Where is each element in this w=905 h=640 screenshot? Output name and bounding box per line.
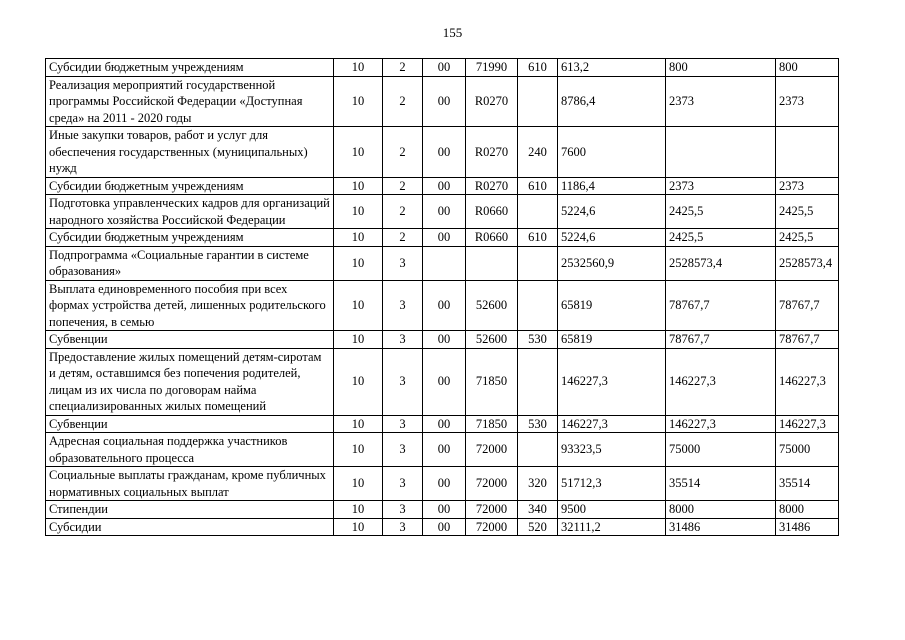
table-row: [46, 127, 839, 178]
target-article-cell: 72000: [466, 467, 518, 501]
program-cell: 00: [423, 280, 466, 331]
section-cell: 10: [334, 467, 383, 501]
amount-year2-cell: 146227,3: [666, 348, 776, 415]
amount-year3-cell: 78767,7: [776, 280, 839, 331]
subsection-cell: 3: [383, 467, 423, 501]
expense-type-cell: [518, 246, 558, 280]
row-name-cell: Социальные выплаты гражданам, кроме публичных нормативных социальных выплат: [46, 467, 334, 501]
table-row: [46, 229, 839, 247]
subsection-cell: 3: [383, 518, 423, 536]
section-cell: 10: [334, 127, 383, 178]
subsection-cell: 2: [383, 59, 423, 77]
amount-year1-cell: 1186,4: [558, 177, 666, 195]
section-cell: 10: [334, 59, 383, 77]
section-cell: 10: [334, 518, 383, 536]
row-name-cell: Стипендии: [46, 501, 334, 519]
amount-year1-cell: 5224,6: [558, 195, 666, 229]
amount-year2-cell: [666, 127, 776, 178]
table-row: [46, 501, 839, 519]
amount-year1-cell: 613,2: [558, 59, 666, 77]
amount-year2-cell: 8000: [666, 501, 776, 519]
amount-year1-cell: 7600: [558, 127, 666, 178]
subsection-cell: 3: [383, 348, 423, 415]
row-name-cell: Субвенции: [46, 331, 334, 349]
program-cell: 00: [423, 195, 466, 229]
row-name-cell: Предоставление жилых помещений детям-сиротам и детям, оставшимся без попечения родителей, лицам из их числа по договорам найма специализированных жилых помещений: [46, 348, 334, 415]
subsection-cell: 3: [383, 415, 423, 433]
amount-year1-cell: 51712,3: [558, 467, 666, 501]
section-cell: 10: [334, 177, 383, 195]
section-cell: 10: [334, 348, 383, 415]
subsection-cell: 3: [383, 501, 423, 519]
row-name-cell: Субсидии: [46, 518, 334, 536]
subsection-cell: 2: [383, 76, 423, 127]
subsection-cell: 3: [383, 433, 423, 467]
amount-year2-cell: 78767,7: [666, 280, 776, 331]
row-name-cell: Иные закупки товаров, работ и услуг для обеспечения государственных (муниципальных) нужд: [46, 127, 334, 178]
target-article-cell: 72000: [466, 501, 518, 519]
target-article-cell: 71990: [466, 59, 518, 77]
expense-type-cell: [518, 76, 558, 127]
subsection-cell: 2: [383, 195, 423, 229]
amount-year2-cell: 2373: [666, 177, 776, 195]
expense-type-cell: 340: [518, 501, 558, 519]
amount-year3-cell: 8000: [776, 501, 839, 519]
expense-type-cell: 530: [518, 415, 558, 433]
row-name-cell: Субсидии бюджетным учреждениям: [46, 59, 334, 77]
amount-year1-cell: 146227,3: [558, 415, 666, 433]
amount-year1-cell: 146227,3: [558, 348, 666, 415]
section-cell: 10: [334, 195, 383, 229]
section-cell: 10: [334, 331, 383, 349]
program-cell: 00: [423, 467, 466, 501]
amount-year3-cell: [776, 127, 839, 178]
amount-year3-cell: 146227,3: [776, 348, 839, 415]
amount-year2-cell: 78767,7: [666, 331, 776, 349]
section-cell: 10: [334, 229, 383, 247]
program-cell: 00: [423, 177, 466, 195]
amount-year1-cell: 8786,4: [558, 76, 666, 127]
program-cell: 00: [423, 518, 466, 536]
row-name-cell: Реализация мероприятий государственной программы Российской Федерации «Доступная среда» на 2011 - 2020 годы: [46, 76, 334, 127]
section-cell: 10: [334, 280, 383, 331]
amount-year3-cell: 2425,5: [776, 195, 839, 229]
amount-year2-cell: 31486: [666, 518, 776, 536]
section-cell: 10: [334, 76, 383, 127]
expense-type-cell: [518, 348, 558, 415]
page-number: 155: [442, 25, 463, 40]
amount-year3-cell: 2373: [776, 76, 839, 127]
section-cell: 10: [334, 501, 383, 519]
amount-year3-cell: 2528573,4: [776, 246, 839, 280]
row-name-cell: Адресная социальная поддержка участников образовательного процесса: [46, 433, 334, 467]
table-row: [46, 433, 839, 467]
expense-type-cell: 240: [518, 127, 558, 178]
table-row: [46, 280, 839, 331]
subsection-cell: 2: [383, 229, 423, 247]
table-row: [46, 59, 839, 77]
amount-year2-cell: 146227,3: [666, 415, 776, 433]
amount-year2-cell: 75000: [666, 433, 776, 467]
table-row: [46, 76, 839, 127]
target-article-cell: R0270: [466, 127, 518, 178]
target-article-cell: 72000: [466, 433, 518, 467]
amount-year1-cell: 32111,2: [558, 518, 666, 536]
target-article-cell: 71850: [466, 415, 518, 433]
expense-type-cell: [518, 433, 558, 467]
amount-year1-cell: 65819: [558, 280, 666, 331]
amount-year2-cell: 35514: [666, 467, 776, 501]
table-row: [46, 177, 839, 195]
expense-type-cell: 610: [518, 177, 558, 195]
program-cell: 00: [423, 501, 466, 519]
program-cell: 00: [423, 348, 466, 415]
program-cell: 00: [423, 415, 466, 433]
subsection-cell: 3: [383, 280, 423, 331]
program-cell: 00: [423, 127, 466, 178]
program-cell: 00: [423, 433, 466, 467]
amount-year1-cell: 93323,5: [558, 433, 666, 467]
amount-year1-cell: 65819: [558, 331, 666, 349]
row-name-cell: Выплата единовременного пособия при всех формах устройства детей, лишенных родительского попечения, в семью: [46, 280, 334, 331]
program-cell: 00: [423, 76, 466, 127]
table-row: [46, 467, 839, 501]
section-cell: 10: [334, 246, 383, 280]
row-name-cell: Субсидии бюджетным учреждениям: [46, 177, 334, 195]
amount-year2-cell: 2425,5: [666, 195, 776, 229]
row-name-cell: Подпрограмма «Социальные гарантии в системе образования»: [46, 246, 334, 280]
section-cell: 10: [334, 433, 383, 467]
program-cell: 00: [423, 331, 466, 349]
amount-year3-cell: 78767,7: [776, 331, 839, 349]
section-cell: 10: [334, 415, 383, 433]
amount-year3-cell: 2425,5: [776, 229, 839, 247]
program-cell: 00: [423, 59, 466, 77]
expense-type-cell: [518, 280, 558, 331]
table-row: [46, 331, 839, 349]
table-row: [46, 348, 839, 415]
table-row: [46, 415, 839, 433]
subsection-cell: 2: [383, 127, 423, 178]
expense-type-cell: 610: [518, 229, 558, 247]
amount-year3-cell: 75000: [776, 433, 839, 467]
subsection-cell: 3: [383, 246, 423, 280]
program-cell: [423, 246, 466, 280]
target-article-cell: 72000: [466, 518, 518, 536]
amount-year1-cell: 5224,6: [558, 229, 666, 247]
expense-type-cell: 320: [518, 467, 558, 501]
amount-year2-cell: 2528573,4: [666, 246, 776, 280]
target-article-cell: 71850: [466, 348, 518, 415]
table-row: [46, 246, 839, 280]
target-article-cell: [466, 246, 518, 280]
amount-year3-cell: 800: [776, 59, 839, 77]
budget-table: [45, 58, 839, 536]
amount-year2-cell: 2425,5: [666, 229, 776, 247]
table-row: [46, 518, 839, 536]
expense-type-cell: 520: [518, 518, 558, 536]
target-article-cell: 52600: [466, 331, 518, 349]
expense-type-cell: 530: [518, 331, 558, 349]
target-article-cell: R0270: [466, 177, 518, 195]
target-article-cell: R0270: [466, 76, 518, 127]
row-name-cell: Субсидии бюджетным учреждениям: [46, 229, 334, 247]
amount-year3-cell: 146227,3: [776, 415, 839, 433]
row-name-cell: Субвенции: [46, 415, 334, 433]
target-article-cell: 52600: [466, 280, 518, 331]
amount-year3-cell: 31486: [776, 518, 839, 536]
target-article-cell: R0660: [466, 229, 518, 247]
amount-year2-cell: 2373: [666, 76, 776, 127]
amount-year1-cell: 9500: [558, 501, 666, 519]
expense-type-cell: 610: [518, 59, 558, 77]
subsection-cell: 3: [383, 331, 423, 349]
amount-year3-cell: 2373: [776, 177, 839, 195]
subsection-cell: 2: [383, 177, 423, 195]
amount-year2-cell: 800: [666, 59, 776, 77]
expense-type-cell: [518, 195, 558, 229]
target-article-cell: R0660: [466, 195, 518, 229]
table-body: [46, 59, 839, 536]
program-cell: 00: [423, 229, 466, 247]
row-name-cell: Подготовка управленческих кадров для организаций народного хозяйства Российской Федерации: [46, 195, 334, 229]
amount-year1-cell: 2532560,9: [558, 246, 666, 280]
table-row: [46, 195, 839, 229]
amount-year3-cell: 35514: [776, 467, 839, 501]
